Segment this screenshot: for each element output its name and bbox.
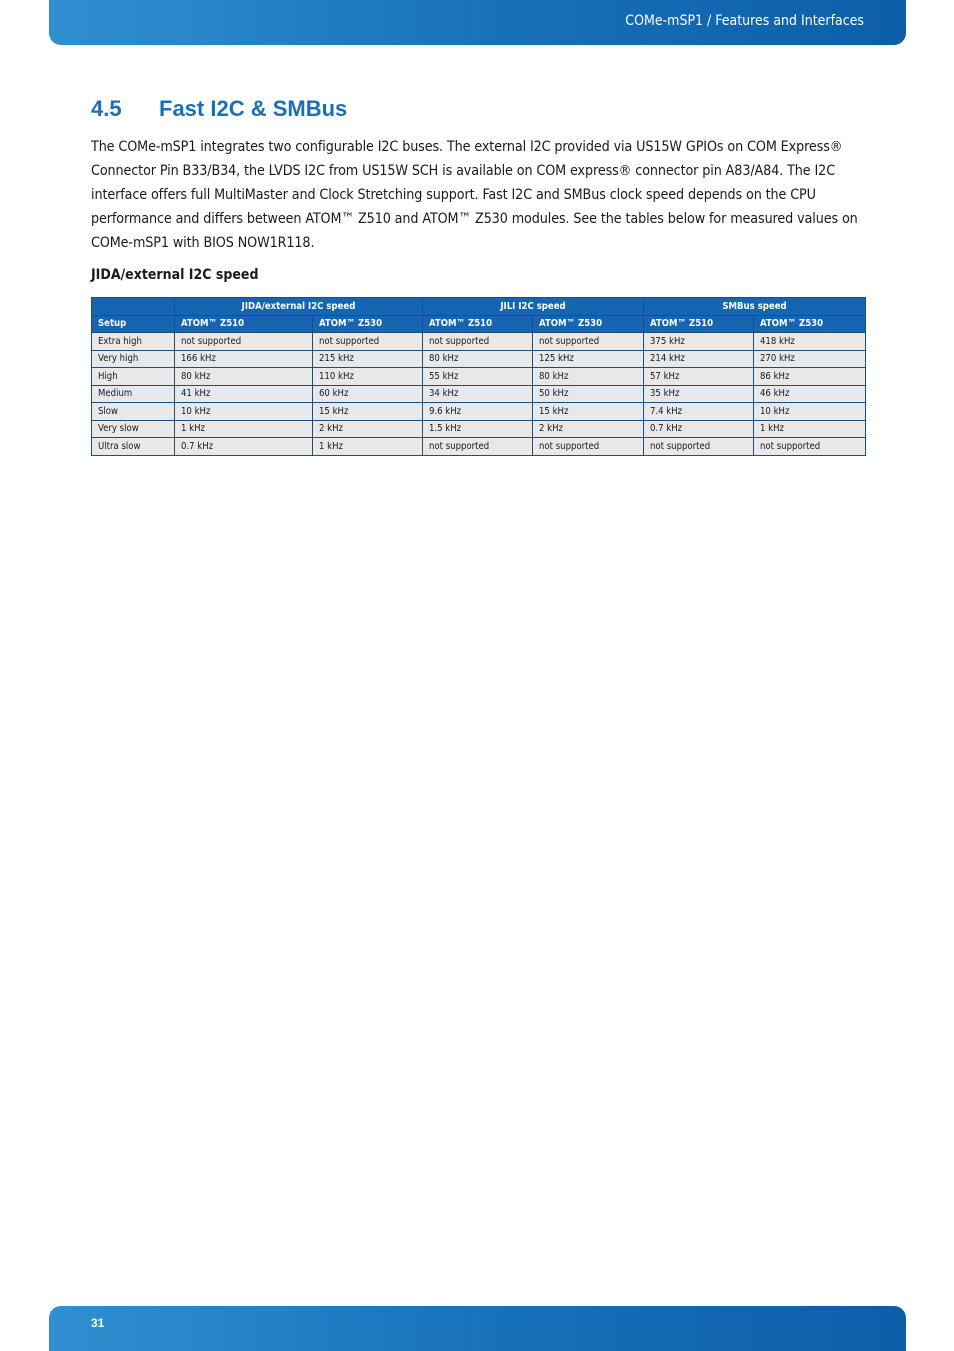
table-row	[92, 420, 866, 438]
column-header: ATOM™ Z530	[533, 315, 644, 333]
table-cell: 0.7 kHz	[644, 420, 754, 438]
running-head: COMe-mSP1 / Features and Interfaces	[625, 13, 864, 29]
table-cell: 166 kHz	[175, 350, 313, 368]
table-cell: 375 kHz	[644, 333, 754, 351]
column-header: ATOM™ Z510	[644, 315, 754, 333]
table-cell: 34 kHz	[423, 385, 533, 403]
table-row	[92, 438, 866, 456]
header-banner	[49, 0, 906, 45]
table-cell: 7.4 kHz	[644, 403, 754, 421]
table-cell: 55 kHz	[423, 368, 533, 386]
table-cell: 80 kHz	[175, 368, 313, 386]
table-cell: 46 kHz	[754, 385, 866, 403]
table-cell: 10 kHz	[175, 403, 313, 421]
table-cell: 10 kHz	[754, 403, 866, 421]
group-header: SMBus speed	[644, 298, 866, 316]
table-cell: Very high	[92, 350, 175, 368]
section-title: Fast I2C & SMBus	[159, 96, 348, 121]
table-cell: 0.7 kHz	[175, 438, 313, 456]
table-cell: 1.5 kHz	[423, 420, 533, 438]
table-cell: not supported	[423, 333, 533, 351]
section-number: 4.5	[91, 96, 122, 121]
table-cell: Medium	[92, 385, 175, 403]
table-cell: not supported	[175, 333, 313, 351]
table-cell: Slow	[92, 403, 175, 421]
table-cell: 60 kHz	[313, 385, 423, 403]
column-header: ATOM™ Z530	[313, 315, 423, 333]
table-cell: 214 kHz	[644, 350, 754, 368]
table-row	[92, 403, 866, 421]
table-row	[92, 350, 866, 368]
table-cell: not supported	[533, 438, 644, 456]
section-heading	[91, 96, 347, 122]
table-cell: not supported	[423, 438, 533, 456]
table-cell: not supported	[644, 438, 754, 456]
column-header: ATOM™ Z510	[175, 315, 313, 333]
table-cell: not supported	[754, 438, 866, 456]
table-cell: 57 kHz	[644, 368, 754, 386]
table-cell: 80 kHz	[533, 368, 644, 386]
table-cell: 110 kHz	[313, 368, 423, 386]
table-subheading: JIDA/external I2C speed	[91, 267, 259, 283]
table-column-header-row	[92, 315, 866, 333]
table-group-header-row	[92, 298, 866, 316]
table-cell: 215 kHz	[313, 350, 423, 368]
table-cell: Ultra slow	[92, 438, 175, 456]
table-cell: 1 kHz	[754, 420, 866, 438]
table-cell: 1 kHz	[313, 438, 423, 456]
table-cell: 86 kHz	[754, 368, 866, 386]
table-cell: not supported	[533, 333, 644, 351]
table-row	[92, 333, 866, 351]
table-cell: 80 kHz	[423, 350, 533, 368]
group-header: JILI I2C speed	[423, 298, 644, 316]
column-header: Setup	[92, 315, 175, 333]
table-cell: High	[92, 368, 175, 386]
column-header: ATOM™ Z530	[754, 315, 866, 333]
table-cell: 9.6 kHz	[423, 403, 533, 421]
table-cell: 1 kHz	[175, 420, 313, 438]
body-paragraph: The COMe-mSP1 integrates two configurable I2C buses. The external I2C provided via US15W GPIOs on COM Express® Connector Pin B33/B34, the LVDS I2C from US15W SCH is available on COM express® connector pin A83/A84. The I2C interface offers full MultiMaster and Clock Stretching support. Fast I2C and SMBus clock speed depends on the CPU performance and differs between ATOM™ Z510 and ATOM™ Z530 modules. See the tables below for measured values on COMe-mSP1 with BIOS NOW1R118.	[91, 139, 858, 251]
table-cell: 15 kHz	[533, 403, 644, 421]
table-cell: Extra high	[92, 333, 175, 351]
table-cell: Very slow	[92, 420, 175, 438]
table-cell: not supported	[313, 333, 423, 351]
table-cell: 15 kHz	[313, 403, 423, 421]
group-header: JIDA/external I2C speed	[175, 298, 423, 316]
table-cell: 125 kHz	[533, 350, 644, 368]
table-cell: 2 kHz	[313, 420, 423, 438]
page-number: 31	[91, 1316, 105, 1330]
column-header: ATOM™ Z510	[423, 315, 533, 333]
table-cell: 41 kHz	[175, 385, 313, 403]
footer-banner	[49, 1306, 906, 1351]
table-cell: 418 kHz	[754, 333, 866, 351]
table-cell: 35 kHz	[644, 385, 754, 403]
table-row	[92, 385, 866, 403]
group-header-empty	[92, 298, 175, 316]
table-cell: 2 kHz	[533, 420, 644, 438]
table-row	[92, 368, 866, 386]
i2c-speed-table	[91, 297, 866, 456]
table-cell: 50 kHz	[533, 385, 644, 403]
table-cell: 270 kHz	[754, 350, 866, 368]
